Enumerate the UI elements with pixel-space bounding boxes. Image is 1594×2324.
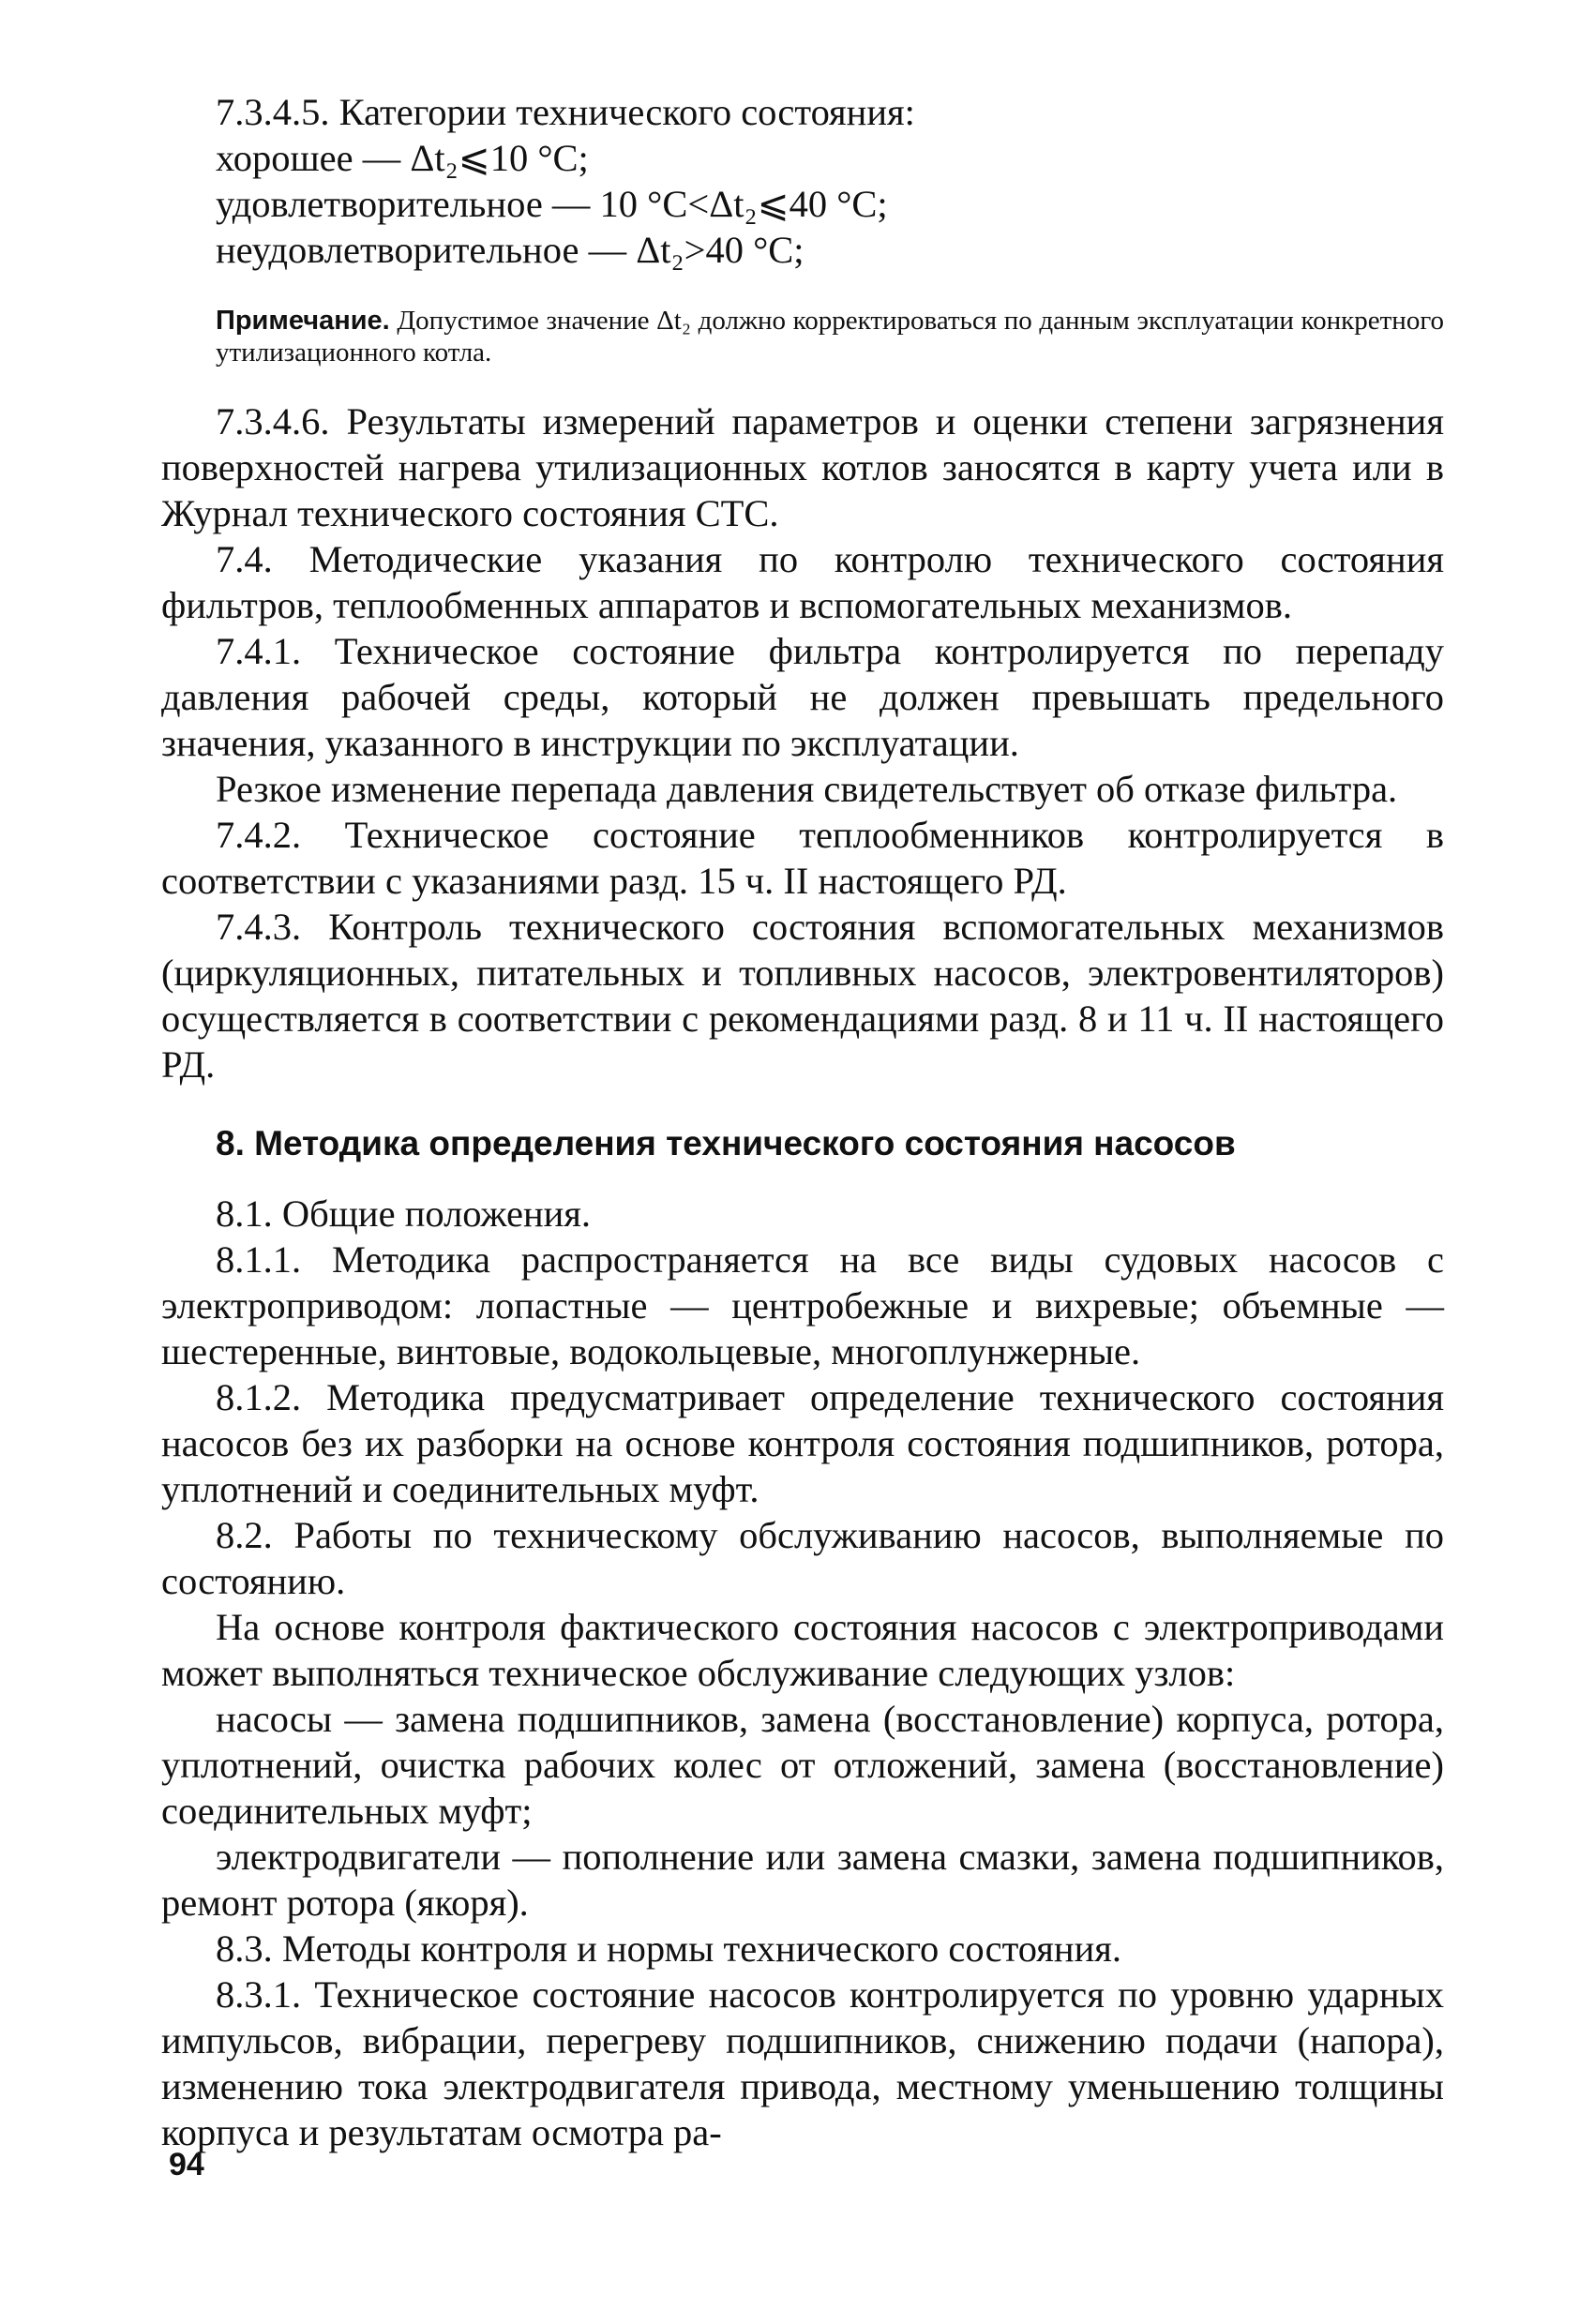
- page-number: 94: [169, 2147, 204, 2182]
- paragraph-8-3-1: 8.3.1. Техническое состояние насосов контролируется по уровню ударных импульсов, вибрации, перегреву подшипников, снижению подачи (напора), изменению тока электродвигателя привода, местному уменьшению толщины корпуса и результатам осмотра ра-: [161, 1973, 1444, 2153]
- paragraph-8-3: 8.3. Методы контроля и нормы технического состояния.: [216, 1927, 1122, 1970]
- category-satisfactory: удовлетворительное — 10 °С<Δt₂⩽40 °С;: [216, 183, 888, 225]
- note-text: Допустимое значение Δt₂ должно корректироваться по данным эксплуатации конкретного утилизационного котла.: [216, 306, 1444, 367]
- category-unsatisfactory: неудовлетворительное — Δt₂>40 °С;: [216, 229, 805, 271]
- category-good: хорошее — Δt₂⩽10 °С;: [216, 137, 589, 179]
- list-item-pumps: насосы — замена подшипников, замена (восстановление) корпуса, ротора, уплотнений, очистка рабочих колес от отложений, замена (восстановление) соединительных муфт;: [161, 1698, 1444, 1832]
- paragraph-8-1-1: 8.1.1. Методика распространяется на все виды судовых насосов с электроприводом: лопастные — центробежные и вихревые; объемные — шестеренные, винтовые, водокольцевые, многоплунжерные.: [161, 1238, 1444, 1372]
- categories-block: [216, 89, 1444, 273]
- paragraph-8-1: 8.1. Общие положения.: [216, 1192, 592, 1235]
- note-label: Примечание.: [216, 306, 390, 336]
- paragraph-7-4-3: 7.4.3. Контроль технического состояния вспомогательных механизмов (циркуляционных, питательных и топливных насосов, электровентиляторов) осуществляется в соответствии с рекомендациями разд. 8 и 11 ч. II настоящего РД.: [161, 906, 1444, 1086]
- paragraph-7-4-1: 7.4.1. Техническое состояние фильтра контролируется по перепаду давления рабочей среды, который не должен превышать предельного значения, указанного в инструкции по эксплуатации.: [161, 630, 1444, 764]
- categories-title: 7.3.4.5. Категории технического состояния:: [216, 91, 915, 133]
- list-item-motors: электродвигатели — пополнение или замена смазки, замена подшипников, ремонт ротора (якоря).: [161, 1836, 1444, 1924]
- paragraph-maintenance-intro: На основе контроля фактического состояния насосов с электроприводами может выполняться техническое обслуживание следующих узлов:: [161, 1606, 1444, 1694]
- page-content: [161, 89, 1444, 2155]
- section-7-paragraphs: [161, 398, 1444, 1087]
- paragraph-7-4: 7.4. Методические указания по контролю технического состояния фильтров, теплообменных аппаратов и вспомогательных механизмов.: [161, 538, 1444, 626]
- paragraph-8-1-2: 8.1.2. Методика предусматривает определение технического состояния насосов без их разборки на основе контроля состояния подшипников, ротора, уплотнений и соединительных муфт.: [161, 1376, 1444, 1510]
- section-8-paragraphs: [161, 1191, 1444, 2155]
- note: [216, 305, 1444, 368]
- section-8-heading: 8. Методика определения технического состояния насосов: [216, 1124, 1236, 1162]
- paragraph-7-4-2: 7.4.2. Техническое состояние теплообменников контролируется в соответствии с указаниями разд. 15 ч. II настоящего РД.: [161, 814, 1444, 902]
- paragraph-filter-failure: Резкое изменение перепада давления свидетельствует об отказе фильтра.: [216, 768, 1398, 810]
- paragraph-8-2: 8.2. Работы по техническому обслуживанию насосов, выполняемые по состоянию.: [161, 1514, 1444, 1602]
- paragraph-7-3-4-6: 7.3.4.6. Результаты измерений параметров и оценки степени загрязнения поверхностей нагрева утилизационных котлов заносятся в карту учета или в Журнал технического состояния СТС.: [161, 400, 1444, 534]
